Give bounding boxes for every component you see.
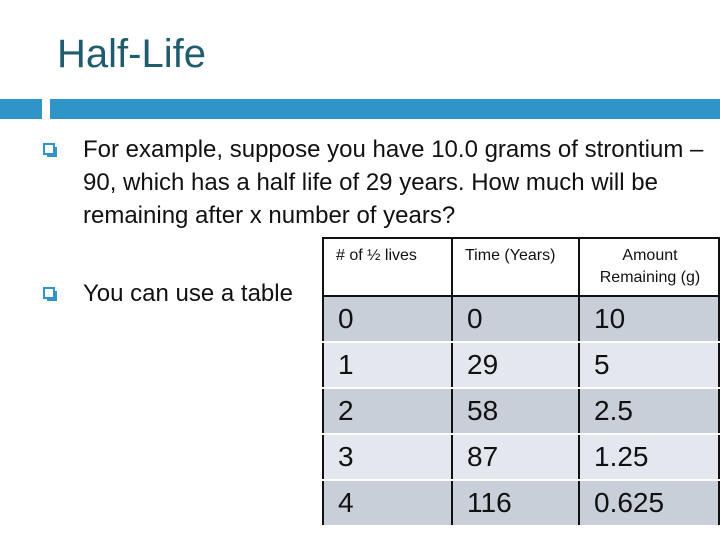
cell-half-lives: 2 (323, 388, 452, 434)
cell-half-lives: 3 (323, 434, 452, 480)
cell-time: 58 (452, 388, 579, 434)
table-row (323, 388, 719, 434)
cell-amount: 5 (579, 342, 719, 388)
bullet-text-1: For example, suppose you have 10.0 grams of strontium – 90, which has a half life of 29 years. How much will be remaining after x number of years? (83, 136, 704, 229)
table-row (323, 480, 719, 526)
header-time-years: Time (Years) (452, 238, 579, 296)
header-half-lives: # of ½ lives (323, 238, 452, 296)
cell-amount: 0.625 (579, 480, 719, 526)
cell-amount: 10 (579, 296, 719, 342)
cell-time: 0 (452, 296, 579, 342)
cell-half-lives: 1 (323, 342, 452, 388)
accent-bar (50, 99, 720, 119)
cell-time: 87 (452, 434, 579, 480)
accent-bar-left (0, 99, 42, 119)
table-row (323, 296, 719, 342)
cell-amount: 2.5 (579, 388, 719, 434)
table-header-row (323, 238, 719, 296)
cell-amount: 1.25 (579, 434, 719, 480)
cell-half-lives: 0 (323, 296, 452, 342)
table-row (323, 342, 719, 388)
cell-half-lives: 4 (323, 480, 452, 526)
cell-time: 116 (452, 480, 579, 526)
header-amount-remaining: Amount Remaining (g) (579, 238, 719, 296)
bullet-text-2: You can use a table (83, 280, 293, 307)
cell-time: 29 (452, 342, 579, 388)
slide-title: Half-Life (57, 32, 206, 76)
half-life-table (322, 237, 720, 527)
bullet-icon (43, 143, 55, 155)
bullet-icon (43, 287, 55, 299)
table-row (323, 434, 719, 480)
